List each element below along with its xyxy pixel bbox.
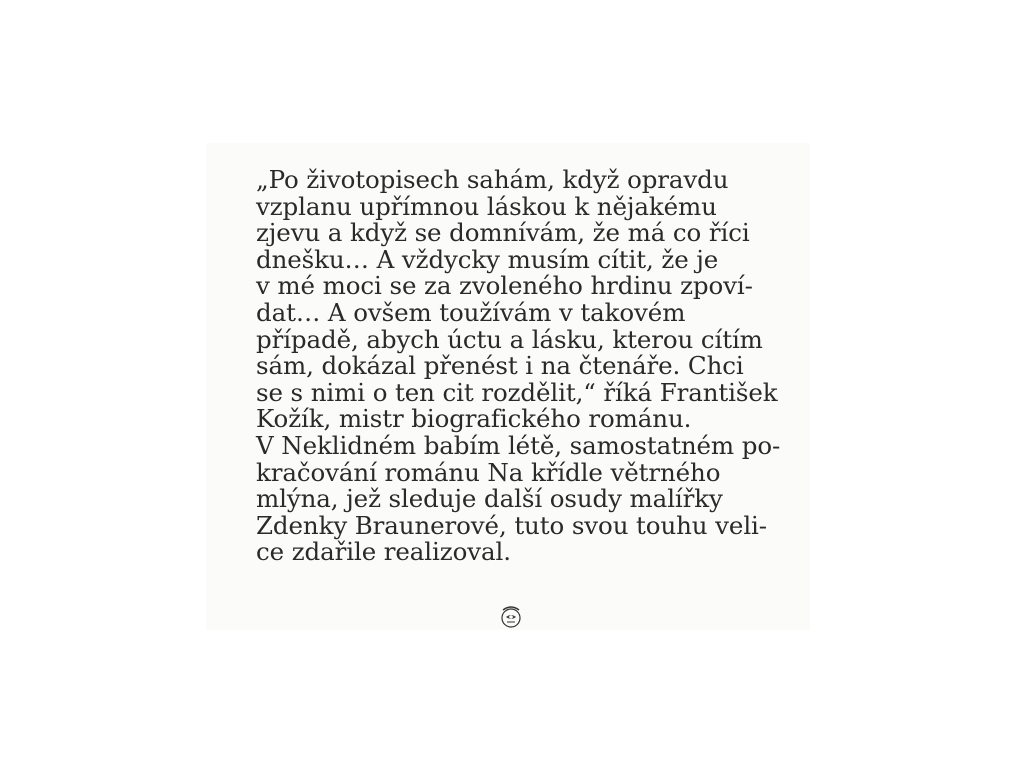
text-line: dat… A ovšem toužívám v takovém xyxy=(256,297,686,327)
text-line: mlýna, jež sleduje další osudy malířky xyxy=(256,484,723,514)
text-line: kračování románu Na křídle větrného xyxy=(256,457,721,487)
text-line: Kožík, mistr biografického románu. xyxy=(256,404,692,434)
text-line: ce zdařile realizoval. xyxy=(256,537,511,567)
publisher-logo-icon xyxy=(497,602,525,630)
text-line: V Neklidném babím létě, samostatném po- xyxy=(256,430,781,460)
text-line: v mé moci se za zvoleného hrdinu zpoví- xyxy=(256,271,753,301)
text-line: Zdenky Braunerové, tuto svou touhu veli- xyxy=(256,510,767,540)
text-line: se s nimi o ten cit rozdělit,“ říká František xyxy=(256,377,778,407)
blurb-text xyxy=(256,165,781,567)
text-line: zjevu a když se domnívám, že má co říci xyxy=(256,218,750,248)
text-line: případě, abych úctu a lásku, kterou cítím xyxy=(256,324,763,354)
text-line: sám, dokázal přenést i na čtenáře. Chci xyxy=(256,351,744,381)
text-line: „Po životopisech sahám, když opravdu xyxy=(256,165,729,194)
text-line: dnešku… A vždycky musím cítit, že je xyxy=(256,244,719,274)
text-line: vzplanu upřímnou láskou k nějakému xyxy=(256,191,717,221)
